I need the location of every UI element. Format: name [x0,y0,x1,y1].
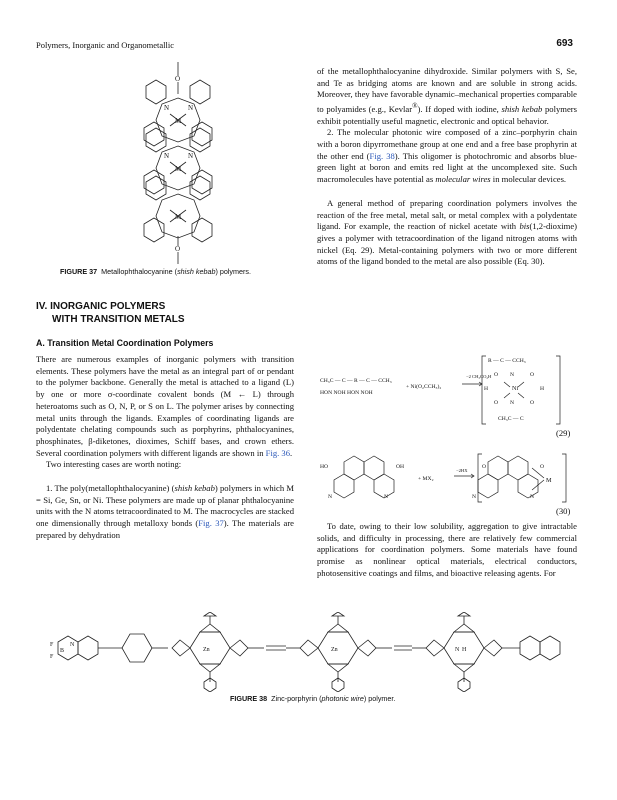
fig-36-link[interactable]: Fig. 36 [265,447,291,458]
svg-text:−2 CH₃CO₂H: −2 CH₃CO₂H [466,374,492,379]
svg-text:N: N [384,494,389,500]
svg-text:Ni: Ni [512,385,519,392]
equation-30 [318,448,578,506]
fig-38-link[interactable]: Fig. 38 [369,150,395,161]
equation-29-number: (29) [556,428,571,438]
svg-text:N: N [70,642,75,648]
svg-text:R — C — CCH₃: R — C — CCH₃ [488,358,526,364]
svg-text:H: H [484,386,489,392]
svg-text:HON NOH HON NOH: HON NOH HON NOH [320,390,373,396]
nitrogen-label: N [188,104,194,112]
figure-38-caption: FIGURE 38 Zinc-porphyrin (photonic wire) polymer. [230,694,396,703]
svg-text:O: O [482,464,487,470]
svg-text:+ Ni(O₂CCH₃)₂: + Ni(O₂CCH₃)₂ [406,384,442,390]
nitrogen-label: N [164,104,170,112]
svg-text:N: N [510,372,515,378]
svg-text:F: F [50,642,54,648]
nitrogen-label: N [164,152,170,160]
svg-text:H: H [462,647,467,653]
equation-30-number: (30) [556,506,571,516]
svg-text:N: N [472,494,477,500]
svg-text:O: O [494,372,499,378]
svg-text:CH₃C — C: CH₃C — C [498,416,524,422]
svg-text:N: N [530,494,535,500]
oxygen-label: O [175,245,181,253]
oxygen-label: O [175,75,181,83]
svg-text:HO: HO [320,464,329,470]
svg-text:F: F [50,654,54,660]
svg-text:O: O [530,372,535,378]
nitrogen-label: N [188,152,194,160]
fig-37-link[interactable]: Fig. 37 [198,518,224,529]
right-column-text-bottom: To date, owing to their low solubility, aggregation to give intractable solids, and difficulty in processing, there are relatively few commercial applications for coordination polymers. Some materials have found promise as nonlinear optical materials, electrical conductors, photosensitive coatings and films, and bioactive releasing agents. For [317,521,577,578]
svg-text:N: N [328,494,333,500]
page-number: 693 [556,38,573,49]
running-title: Polymers, Inorganic and Organometallic [36,40,175,50]
metal-label: M [175,117,182,125]
left-column-text: There are numerous examples of inorganic polymers with transition elements. These polymers have the metal as an integral part of or pendant to the polymer backbone. Generally the metal is attached to a ligand (L) by one or more σ-coordinate covalent bonds (M ← L) through heteroatoms such as O, N, P, or S on L. The polymer arises by connecting metal units through the ligands. Examples of coordinating ligands are polydentate chelating compounds such as porphyrins, phthalocyanines, phosphinates, β-diketones, dioximes, Schiff bases, and crown ethers. Several coordination polymers with different ligands are shown in Fig. 36. Two interesting cases are worth noting: 1. The poly(metallophthalocyanine) (shish kebab) polymers in which M = Si, Ge, Sn, or Ni. These polymers are made up of planar phthalocyanine units with the N atoms tetracoordinated to M. The macrocycles are stacked one dimensionally through metalloxy bonds (Fig. 37). The materials are prepared by dehydration [36,354,294,540]
figure-38-structure [50,612,570,692]
svg-text:H: H [540,386,545,392]
svg-text:−2HX: −2HX [456,468,468,473]
svg-text:O: O [494,400,499,406]
svg-text:B: B [60,648,65,654]
svg-text:N: N [510,400,515,406]
svg-text:CH₃C — C — R — C — CCH₃: CH₃C — C — R — C — CCH₃ [320,378,392,384]
figure-37-structure [120,58,240,268]
svg-text:M: M [546,477,552,484]
section-title: IV. INORGANIC POLYMERS WITH TRANSITION METALS [36,301,185,325]
svg-text:OH: OH [396,464,405,470]
metal-label: M [175,213,182,221]
metal-label: M [175,165,182,173]
equation-29 [318,354,578,426]
svg-text:Zn: Zn [331,647,338,653]
svg-text:O: O [540,464,545,470]
right-column-text-top: of the metallophthalocyanine dihydroxide. Similar polymers with S, Se, and Te as bridging atoms are known and are soluble in strong acids. Moreover, they have favorable dynamic–mechanical properties comparable to polyamides (e.g., Kevlar®). If doped with iodine, shish kebab polymers exhibit potentially useful magnetic, electronic and optical behavior. 2. The molecular photonic wire composed of a zinc–porphyrin chain with a boron dipyrromethane group at one end and a free base prophyrin at the other end (Fig. 38). This oligomer is photochromic and absorbs blue-green light at boron and emits red light at the uncomplexed site. Such macromolecules have potential as molecular wires in molecular devices. A general method of preparing coordination polymers involves the reaction of the free metal, metal salt, or metal complex with a polydentate ligand. For example, the reaction of nickel acetate with bis(1,2-dioxime) gives a polymer with tetracoordination of the ligand nitrogen atoms with nickel (Eq. 29). Metal-containing polymers with two or more different atoms of the ligand bonded to the metal are also possible (Eq. 30). [317,66,578,267]
svg-text:O: O [530,400,535,406]
svg-text:N: N [455,647,460,653]
svg-text:+ MX₂: + MX₂ [418,476,434,482]
subsection-title: A. Transition Metal Coordination Polymers [36,338,214,348]
svg-text:Zn: Zn [203,647,210,653]
figure-37-caption: FIGURE 37 Metallophthalocyanine (shish kebab) polymers. [60,267,251,276]
